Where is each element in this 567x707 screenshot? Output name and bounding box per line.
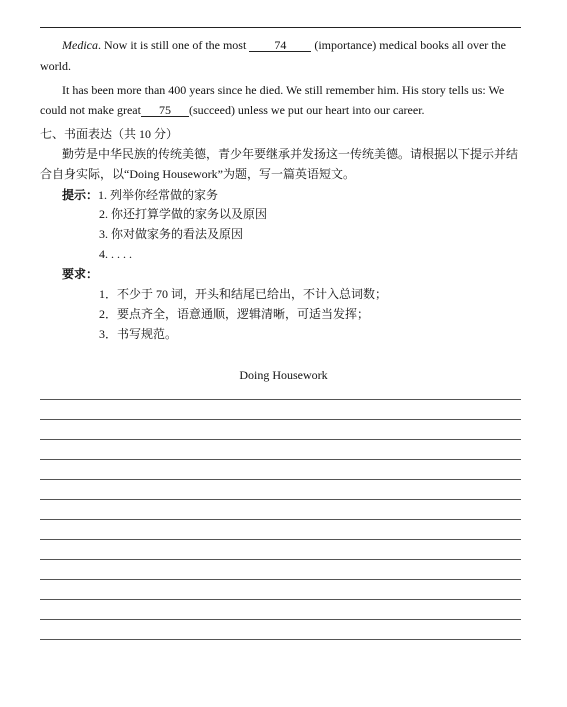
text-segment: could not make great bbox=[40, 103, 141, 117]
book-title: Medica bbox=[62, 38, 98, 52]
hint-2: 2. 你还打算学做的家务以及原因 bbox=[99, 207, 268, 221]
writing-line[interactable] bbox=[40, 479, 521, 480]
writing-line[interactable] bbox=[40, 459, 521, 460]
essay-title: Doing Housework bbox=[239, 368, 328, 382]
header-rule bbox=[40, 27, 521, 28]
writing-line[interactable] bbox=[40, 419, 521, 420]
writing-line[interactable] bbox=[40, 639, 521, 640]
hint-4: 4. . . . . bbox=[99, 247, 132, 261]
writing-line[interactable] bbox=[40, 559, 521, 560]
requirements-label: 要求： bbox=[62, 267, 99, 281]
paragraph-1-line-2: world. bbox=[40, 59, 71, 73]
paragraph-1-line-1 bbox=[62, 38, 506, 53]
writing-line[interactable] bbox=[40, 519, 521, 520]
hint-3: 3. 你对做家务的看法及原因 bbox=[99, 227, 244, 241]
writing-line[interactable] bbox=[40, 399, 521, 400]
hints-label: 提示： bbox=[62, 188, 99, 202]
writing-line[interactable] bbox=[40, 439, 521, 440]
paragraph-2-line-2 bbox=[40, 103, 425, 118]
requirement-2: 2．要点齐全，语意通顺，逻辑清晰，可适当发挥； bbox=[99, 307, 370, 321]
paragraph-2-line-1: It has been more than 400 years since he died. We still remember him. His story tells us: We bbox=[62, 83, 505, 97]
section-heading: 七、书面表达（共 10 分） bbox=[40, 127, 179, 141]
hint-1: 1. 列举你经常做的家务 bbox=[98, 188, 219, 202]
section-intro-line-1: 勤劳是中华民族的传统美德，青少年要继承并发扬这一传统美德。请根据以下提示并结 bbox=[62, 147, 519, 161]
writing-line[interactable] bbox=[40, 619, 521, 620]
writing-line[interactable] bbox=[40, 579, 521, 580]
blank-74[interactable]: 74 bbox=[249, 39, 311, 52]
hints-row bbox=[62, 188, 218, 203]
blank-75[interactable]: 75 bbox=[141, 104, 189, 117]
text-segment: (succeed) unless we put our heart into our career. bbox=[188, 103, 425, 117]
writing-line[interactable] bbox=[40, 499, 521, 500]
requirement-1: 1．不少于 70 词，开头和结尾已给出，不计入总词数； bbox=[99, 287, 388, 301]
writing-line[interactable] bbox=[40, 599, 521, 600]
text-segment: . Now it is still one of the most bbox=[97, 38, 250, 52]
section-intro-line-2: 合自身实际，以“Doing Housework”为题，写一篇英语短文。 bbox=[40, 167, 355, 181]
text-segment: (importance) medical books all over the bbox=[311, 38, 506, 52]
writing-line[interactable] bbox=[40, 539, 521, 540]
requirement-3: 3．书写规范。 bbox=[99, 327, 178, 341]
